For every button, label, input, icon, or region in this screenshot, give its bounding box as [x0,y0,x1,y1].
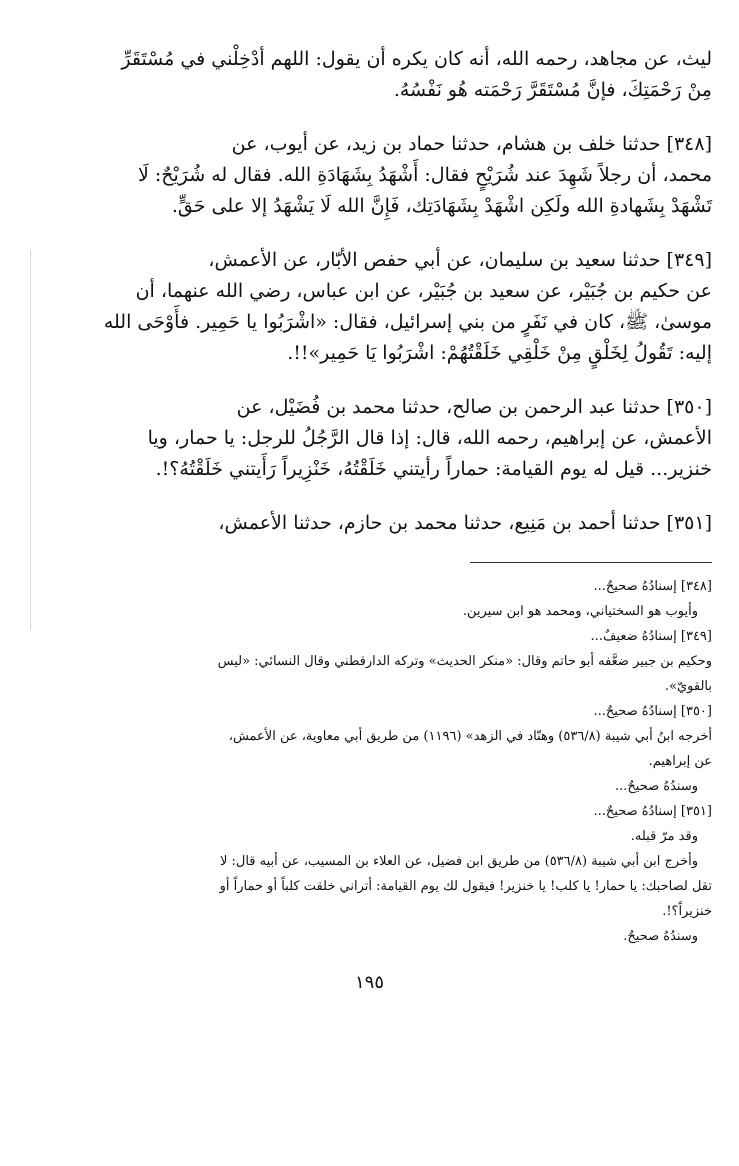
footnote-349-grade: [٣٤٩] إسنادُهُ ضعيفٌ... [590,629,712,644]
text-line: ليث، عن مجاهد، رحمه الله، أنه كان يكره أن يقول: اللهم أدْخِلْني في مُسْتَقَرِّ [121,48,712,70]
text-line: تَشْهَدْ بِشَهادةِ الله ولَكِن اشْهَدْ بِشَهَادَتِك، فَإِنَّ الله لَا يَشْهَدُ إلا على حَقٍّ. [171,195,712,217]
text-line: موسىٰ، ﷺ، كان في نَفَرٍ من بني إسرائيل، فقال: «اشْرَبُوا يا حَمِير. فأَوْحَى الله [103,311,712,333]
text-line: إليه: تَقُولُ لِخَلْقٍ مِنْ خَلْقِي خَلَقْتُهُمْ: اشْرَبُوا يَا حَمِير»!!. [287,342,712,364]
text-line: الأعمش، عن إبراهيم، رحمه الله، قال: إذا قال الرَّجُلُ للرجل: يا حمار، ويا [147,427,712,449]
text-line: مِنْ رَحْمَتِكَ، فإنَّ مُسْتَقَرَّ رَحْمَته هُو نَفْسُهُ. [393,79,712,101]
footnote-350-grade: [٣٥٠] إسنادُهُ صحيحٌ... [593,704,712,719]
footnote-divider [470,562,712,563]
footnote-line: خنزيراً؟!. [662,904,712,919]
footnote-line: وسندُهُ صحيحٌ. [623,929,698,944]
text-line: [٣٤٩] حدثنا سعيد بن سليمان، عن أبي حفص الأبّار، عن الأعمش، [208,249,712,271]
page-number: ١٩٥ [354,972,384,993]
footnote-line: أخرجه ابنُ أبي شيبة (٥٣٦/٨) وهنّاد في الزهد» (١١٩٦) من طريق أبي معاوية، عن الأعمش، [228,729,712,744]
text-line: [٣٥٠] حدثنا عبد الرحمن بن صالح، حدثنا محمد بن فُضَيْل، عن [236,396,712,418]
text-line: [٣٤٨] حدثنا خلف بن هشام، حدثنا حماد بن زيد، عن أيوب، عن [231,133,712,155]
footnote-line: وأيوب هو السختياني، ومحمد هو ابن سيرين. [462,604,698,619]
hadith-349 [66,245,712,369]
main-text [66,44,712,562]
footnote-line: وقد مرّ قبله. [630,829,698,844]
hadith-350 [66,392,712,485]
footnote-line: بالقويّ». [664,679,712,694]
footnote-line: عن إبراهيم. [648,754,712,769]
footnote-line: وحكيم بن جبير ضعَّفه أبو حاتم وقال: «منكر الحديث» وتركه الدارقطني وقال النسائي: «ليس [217,654,712,669]
paragraph-continuation [66,44,712,106]
text-line: [٣٥١] حدثنا أحمد بن مَنِيع، حدثنا محمد بن حازم، حدثنا الأعمش، [218,512,712,534]
footnotes [66,574,712,949]
margin-rule [30,250,31,630]
hadith-348 [66,129,712,222]
hadith-351 [66,508,712,539]
text-line: عن حكيم بن جُبَيْر، عن سعيد بن جُبَيْر، عن ابن عباس، رضي الله عنهما، أن [135,280,712,302]
text-line: خنزير... قيل له يوم القيامة: حماراً رأيتني خَلَقْتُهُ، خَنْزِيراً رَأَيتني خَلَقْتُهُ؟!. [155,458,712,480]
footnote-line: تقل لصاحبك: يا حمار! يا كلب! يا خنزير! فيقول لك يوم القيامة: أتراني خلقت كلباً أو حماراً أو [219,879,712,894]
footnote-line: وسندُهُ صحيحٌ... [614,779,698,794]
footnote-351-grade: [٣٥١] إسنادُهُ صحيحٌ... [593,804,712,819]
text-line: محمد، أن رجلاً شَهِدَ عند شُرَيْحٍ فقال: أَشْهَدُ بِشَهَادَةِ الله. فقال له شُرَيْحٌ: لَا [137,164,712,186]
footnote-line: وأخرج ابن أبي شيبة (٥٣٦/٨) من طريق ابن فضيل، عن العلاء بن المسيب، عن أبيه قال: لا [219,854,698,869]
footnote-348-grade: [٣٤٨] إسنادُهُ صحيحٌ... [593,579,712,594]
